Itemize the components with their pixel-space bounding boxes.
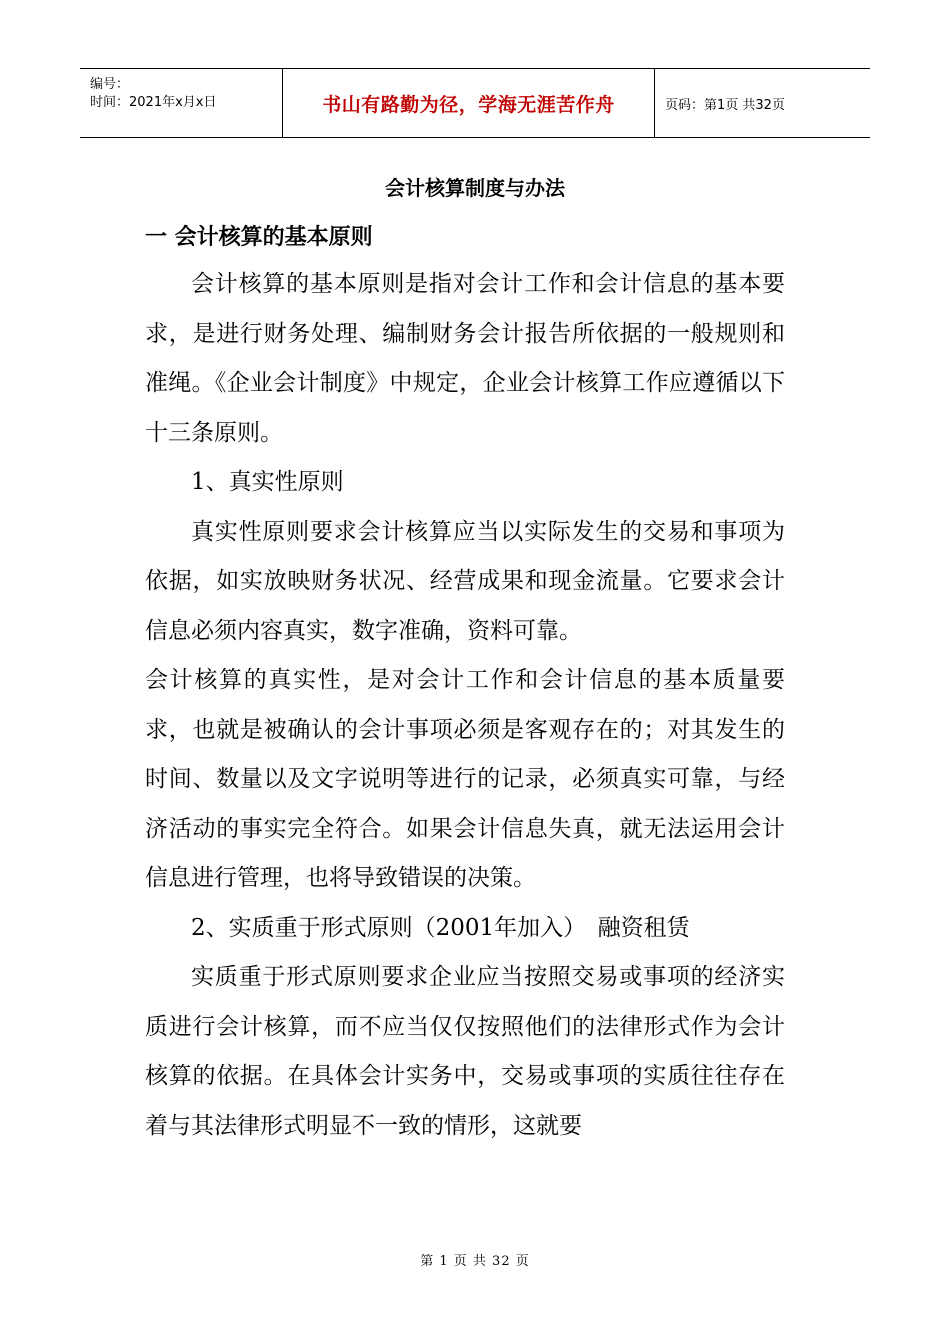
paragraph-authenticity-definition: 真实性原则要求会计核算应当以实际发生的交易和事项为依据，如实放映财务状况、经营成果和现金流量。它要求会计信息必须内容真实，数字准确，资料可靠。 (145, 518, 785, 644)
subheading-substance-over-form: 2、实质重于形式原则（2001年加入） 融资租赁 (191, 914, 690, 941)
header-motto: 书山有路勤为径，学海无涯苦作舟 (322, 93, 615, 116)
document-title: 会计核算制度与办法 (385, 176, 565, 200)
paragraph-authenticity-explanation: 会计核算的真实性，是对会计工作和会计信息的基本质量要求，也就是被确认的会计事项必须是客观存在的；对其发生的时间、数量以及文字说明等进行的记录，必须真实可靠，与经济活动的事实完全符合。如果会计信息失真，就无法运用会计信息进行管理，也将导致错误的决策。 (145, 667, 785, 891)
document-date: 时间：2021年x月x日 (90, 95, 217, 110)
section-heading: 一 会计核算的基本原则 (145, 225, 373, 250)
header-motto-cell (283, 69, 655, 137)
page-footer: 第 1 页 共 32 页 (420, 1254, 530, 1269)
paragraph-substance-over-form: 实质重于形式原则要求企业应当按照交易或事项的经济实质进行会计核算，而不应当仅仅按照他们的法律形式作为会计核算的依据。在具体会计实务中，交易或事项的实质往往存在着与其法律形式明显不一致的情形，这就要 (145, 964, 785, 1139)
document-body (145, 260, 785, 1151)
paragraph-intro: 会计核算的基本原则是指对会计工作和会计信息的基本要求，是进行财务处理、编制财务会计报告所依据的一般规则和准绳。《企业会计制度》中规定，企业会计核算工作应遵循以下十三条原则。 (145, 271, 785, 446)
header-page-info: 页码：第1页 共32页 (665, 97, 785, 113)
header-page-cell (655, 69, 870, 137)
header-meta-cell (80, 69, 283, 137)
document-number-label: 编号： (90, 77, 130, 92)
page-header (80, 68, 870, 138)
subheading-authenticity: 1、真实性原则 (191, 469, 344, 495)
